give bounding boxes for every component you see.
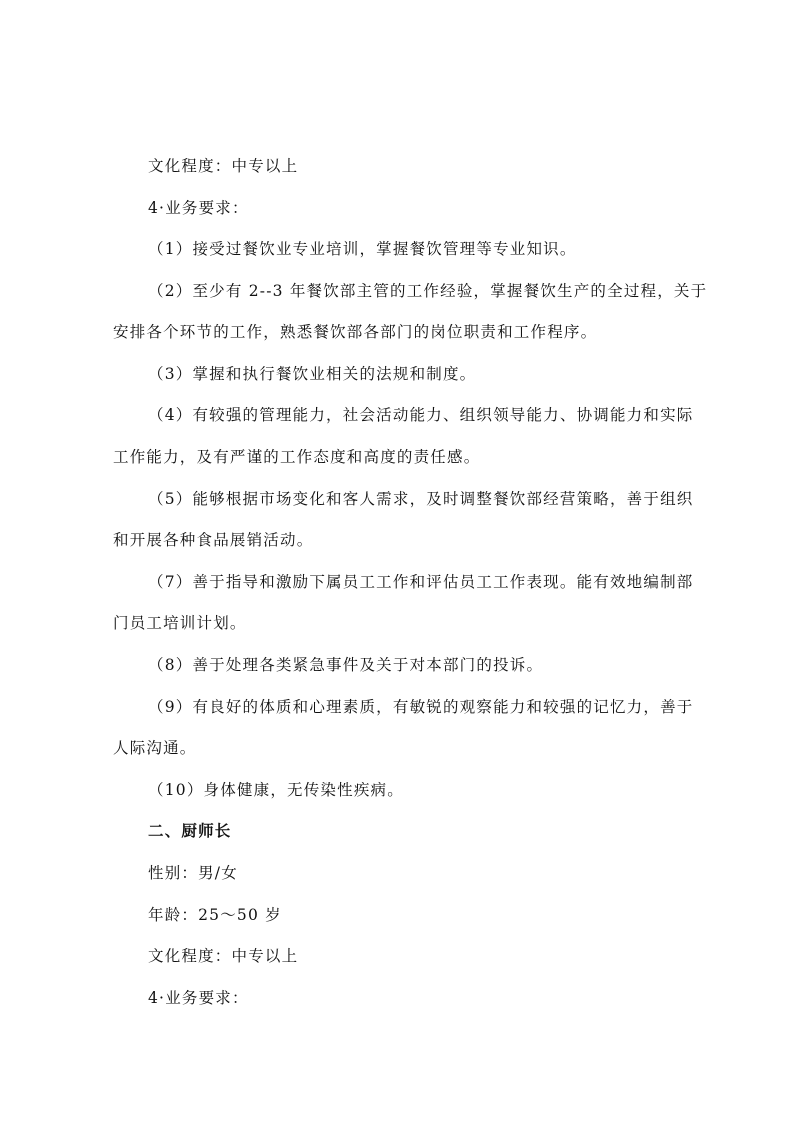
education-line-2: 文化程度：中专以上 <box>148 947 299 965</box>
requirement-item-4-cont: 工作能力，及有严谨的工作态度和高度的责任感。 <box>113 448 481 466</box>
requirement-item-3: （3）掌握和执行餐饮业相关的法规和制度。 <box>148 365 477 383</box>
requirement-item-7-cont: 门员工培训计划。 <box>113 614 247 632</box>
education-line: 文化程度：中专以上 <box>148 157 299 175</box>
requirement-item-4: （4）有较强的管理能力，社会活动能力、组织领导能力、协调能力和实际 <box>148 406 694 424</box>
gender-line: 性别：男/女 <box>148 864 238 882</box>
requirement-item-5: （5）能够根据市场变化和客人需求，及时调整餐饮部经营策略，善于组织 <box>148 490 694 508</box>
requirement-item-2: （2）至少有 2--3 年餐饮部主管的工作经验，掌握餐饮生产的全过程，关于 <box>148 282 708 300</box>
requirement-item-8: （8）善于处理各类紧急事件及关于对本部门的投诉。 <box>148 656 544 674</box>
requirement-item-9-cont: 人际沟通。 <box>113 739 197 757</box>
requirements-heading-2: 4·业务要求： <box>148 989 249 1007</box>
section-heading-head-chef: 二、厨师长 <box>148 821 232 840</box>
requirement-item-2-cont: 安排各个环节的工作，熟悉餐饮部各部门的岗位职责和工作程序。 <box>113 323 598 341</box>
requirement-item-5-cont: 和开展各种食品展销活动。 <box>113 531 314 549</box>
age-line: 年龄：25～50 岁 <box>148 906 282 924</box>
requirement-item-10: （10）身体健康，无传染性疾病。 <box>148 781 404 799</box>
requirement-item-9: （9）有良好的体质和心理素质，有敏锐的观察能力和较强的记忆力，善于 <box>148 698 694 716</box>
requirement-item-1: （1）接受过餐饮业专业培训，掌握餐饮管理等专业知识。 <box>148 240 577 258</box>
requirement-item-7: （7）善于指导和激励下属员工工作和评估员工工作表现。能有效地编制部 <box>148 573 694 591</box>
requirements-heading: 4·业务要求： <box>148 199 249 217</box>
